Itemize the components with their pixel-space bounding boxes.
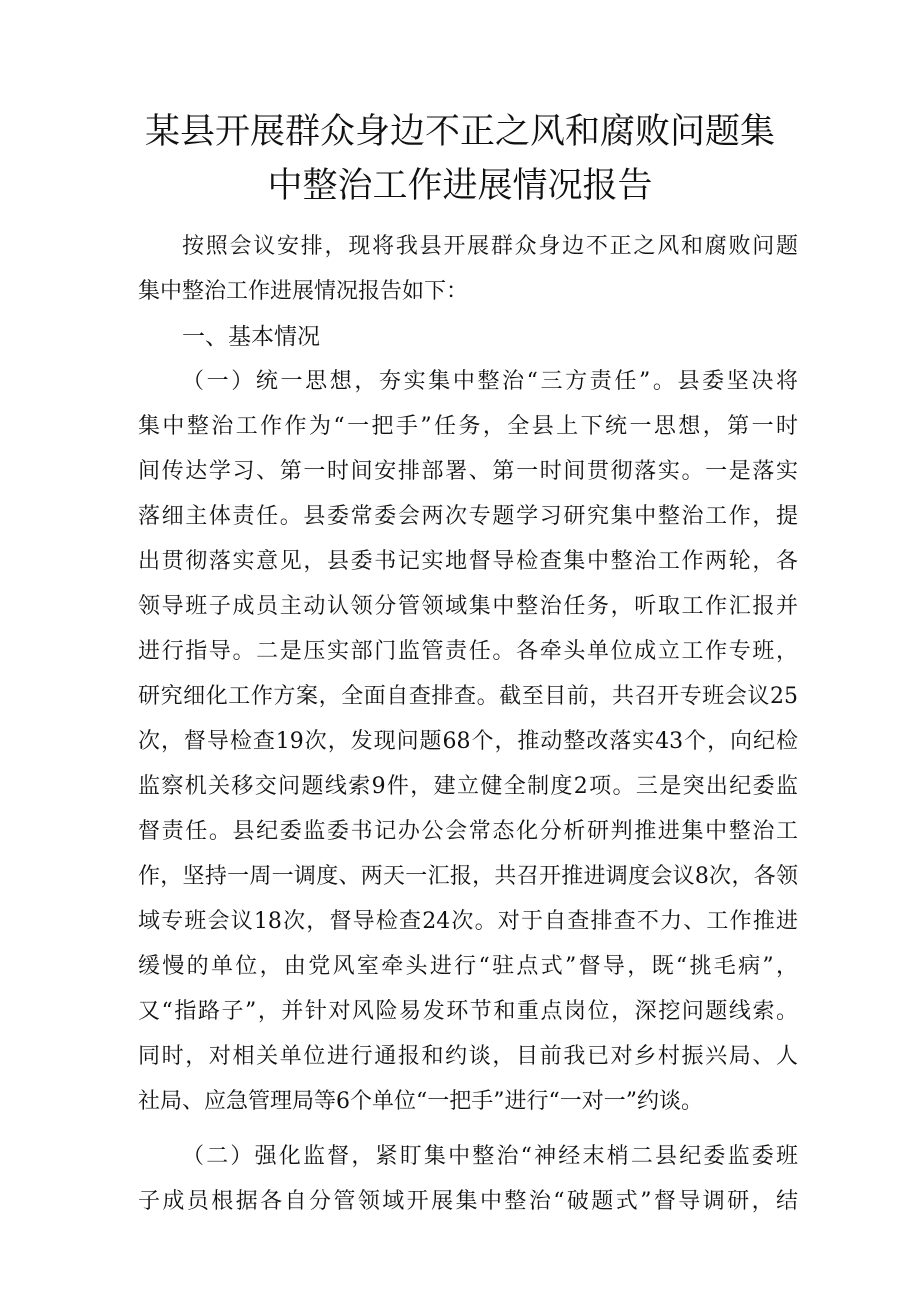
para1-line-14: 缓慢的单位，由党风室牵头进行“驻点式”督导，既“挑毛病”， [138,954,798,979]
para1-line-10: 监察机关移交问题线索9件，建立健全制度2项。三是突出纪委监 [138,774,798,799]
document-title-line-1: 某县开展群众身边不正之风和腐败问题集 [144,112,775,152]
intro-line-2: 集中整治工作进展情况报告如下： [138,279,469,304]
para1-line-9: 次，督导检查19次，发现问题68个，推动整改落实43个，向纪检 [138,729,798,754]
para1-line-5: 出贯彻落实意见，县委书记实地督导检查集中整治工作两轮，各 [138,549,798,574]
para2-line-2: 子成员根据各自分管领域开展集中整治“破题式”督导调研，结 [138,1189,798,1214]
section-heading-basic-situation: 一、基本情况 [182,324,320,350]
para1-line-12: 作，坚持一周一调度、两天一汇报，共召开推进调度会议8次，各领 [138,864,798,889]
para1-line-8: 研究细化工作方案，全面自查排查。截至目前，共召开专班会议25 [138,684,798,709]
para1-line-11: 督责任。县纪委监委书记办公会常态化分析研判推进集中整治工 [138,819,798,844]
para1-line-1: （一）统一思想，夯实集中整治“三方责任”。县委坚决将 [182,369,798,394]
para1-line-3: 间传达学习、第一时间安排部署、第一时间贯彻落实。一是落实 [138,459,798,484]
para1-line-16: 同时，对相关单位进行通报和约谈，目前我已对乡村振兴局、人 [138,1044,798,1069]
para1-line-15: 又“指路子”，并针对风险易发环节和重点岗位，深挖问题线索。 [138,999,798,1024]
para1-line-7: 进行指导。二是压实部门监管责任。各牵头单位成立工作专班， [138,639,798,664]
document-title-line-2: 中整治工作进展情况报告 [267,166,653,206]
para1-line-13: 域专班会议18次，督导检查24次。对于自查排查不力、工作推进 [138,909,798,934]
para2-line-1: （二）强化监督，紧盯集中整治“神经末梢二县纪委监委班 [182,1144,798,1169]
para1-line-2: 集中整治工作作为“一把手”任务，全县上下统一思想，第一时 [138,414,798,439]
para1-line-6: 领导班子成员主动认领分管领域集中整治任务，听取工作汇报并 [138,594,798,619]
intro-line-1: 按照会议安排，现将我县开展群众身边不正之风和腐败问题 [182,234,798,259]
para1-line-4: 落细主体责任。县委常委会两次专题学习研究集中整治工作，提 [138,504,798,529]
para1-line-17: 社局、应急管理局等6个单位“一把手”进行“一对一”约谈。 [138,1089,703,1114]
